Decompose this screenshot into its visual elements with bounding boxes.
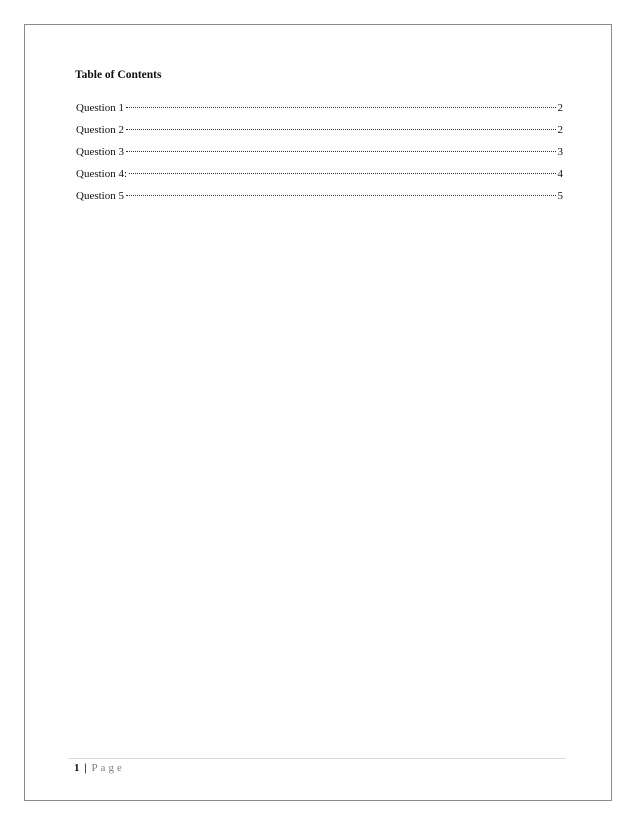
toc-entry-page-number: 3	[557, 146, 563, 158]
toc-entry-question-4[interactable]	[76, 167, 563, 189]
toc-list	[76, 101, 563, 211]
footer-separator: |	[84, 762, 87, 774]
toc-entry-question-1[interactable]	[76, 101, 563, 123]
toc-entry-question-3[interactable]	[76, 145, 563, 167]
toc-entry-label: Question 3	[76, 146, 124, 158]
toc-entry-page-number: 2	[557, 102, 563, 114]
footer-page-number: 1	[74, 762, 80, 774]
footer-page-word: Page	[91, 762, 125, 774]
toc-entry-question-2[interactable]	[76, 123, 563, 145]
toc-entry-page-number: 4	[557, 168, 563, 180]
footer-divider	[68, 758, 566, 759]
page-footer	[74, 761, 125, 775]
toc-dot-leader	[126, 151, 556, 152]
toc-dot-leader	[129, 173, 555, 174]
toc-title: Table of Contents	[75, 69, 162, 81]
toc-dot-leader	[126, 129, 556, 130]
toc-entry-question-5[interactable]	[76, 189, 563, 211]
toc-entry-label: Question 2	[76, 124, 124, 136]
toc-entry-page-number: 5	[557, 190, 563, 202]
toc-dot-leader	[126, 107, 556, 108]
toc-dot-leader	[126, 195, 556, 196]
toc-entry-page-number: 2	[557, 124, 563, 136]
toc-entry-label: Question 5	[76, 190, 124, 202]
toc-entry-label: Question 4:	[76, 168, 128, 180]
document-page	[24, 24, 612, 801]
toc-entry-label: Question 1	[76, 102, 124, 114]
